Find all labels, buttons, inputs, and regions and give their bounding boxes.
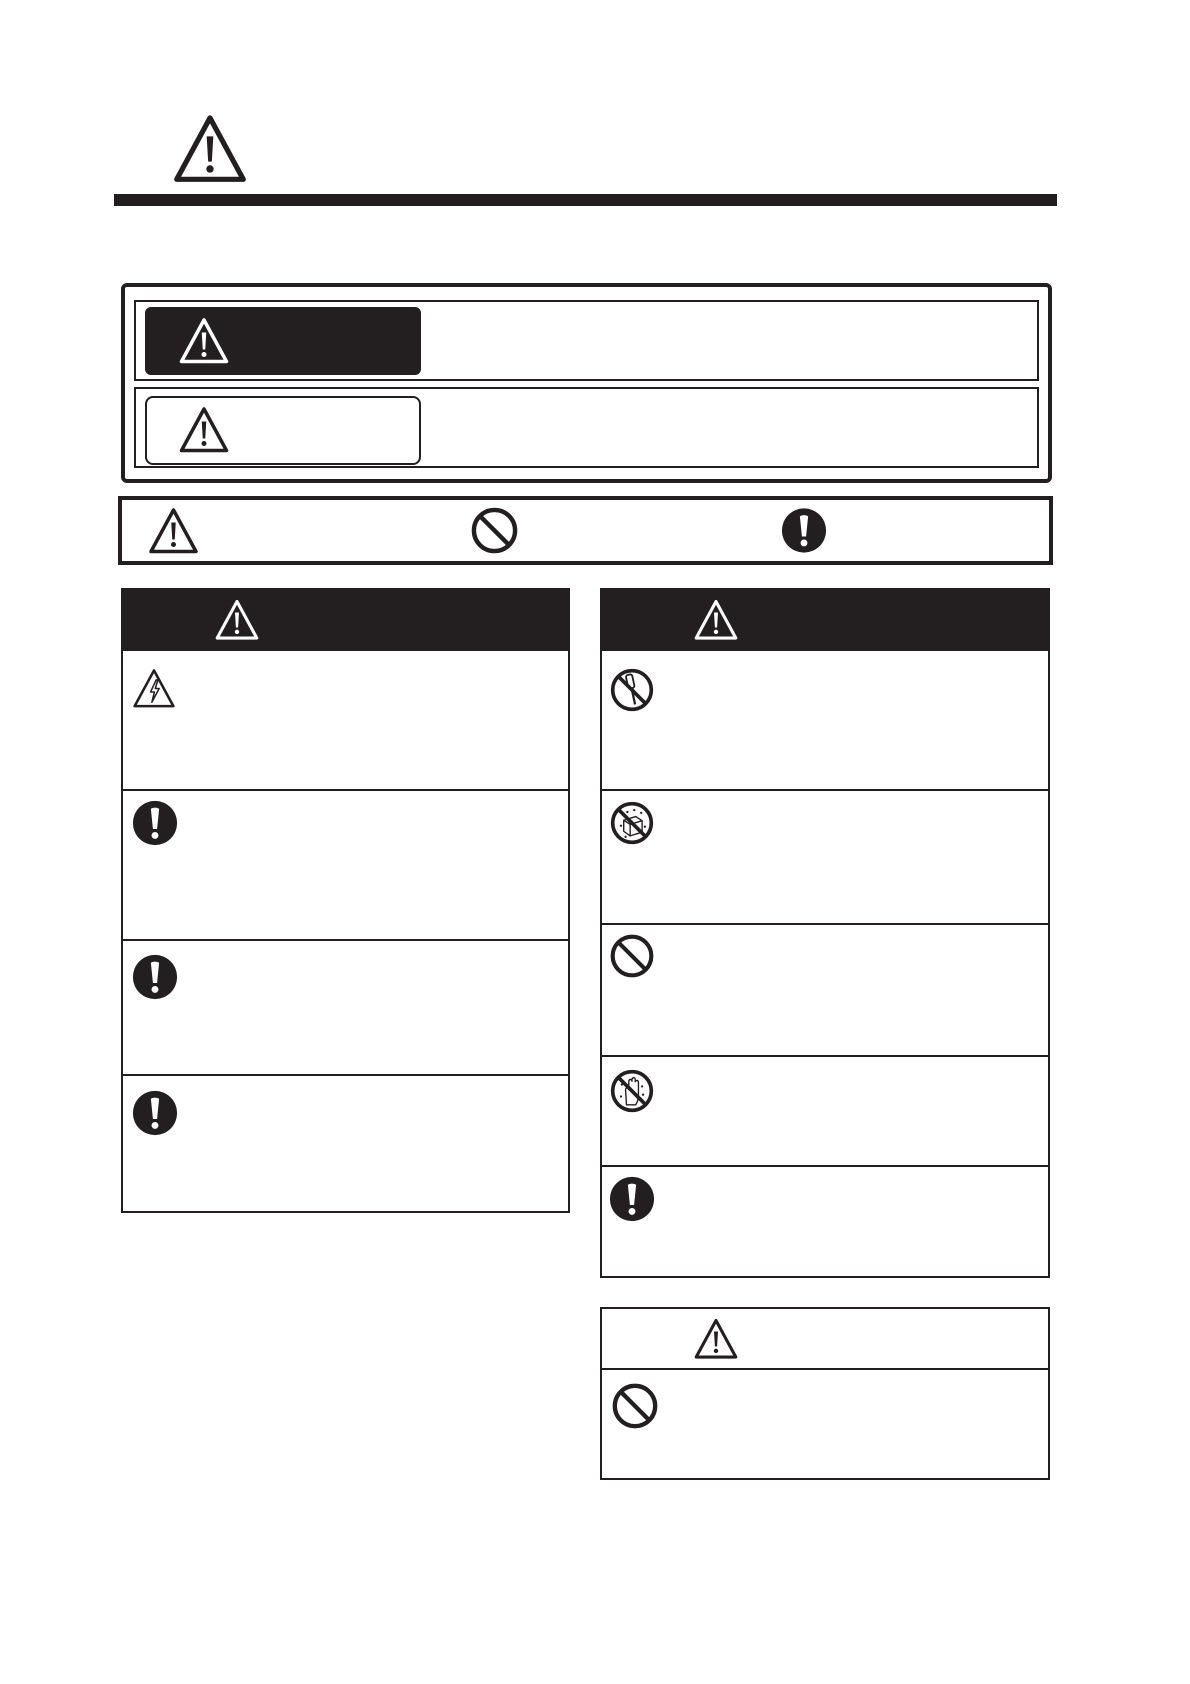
warning-item	[602, 923, 1048, 1055]
warning-panel-header	[602, 590, 1048, 649]
mandatory-icon	[132, 954, 178, 1000]
warning-triangle-icon	[177, 316, 231, 366]
caution-item	[602, 1370, 1048, 1478]
mandatory-icon	[781, 507, 827, 554]
warning-panel-header	[123, 590, 568, 649]
no-water-icon	[609, 800, 655, 846]
warning-triangle-icon	[215, 598, 259, 642]
mandatory-icon	[132, 800, 178, 846]
warning-triangle-icon	[147, 506, 200, 556]
no-wet-hands-icon	[609, 1068, 655, 1114]
warning-item	[602, 789, 1048, 923]
mandatory-icon	[132, 1090, 178, 1136]
mandatory-icon	[609, 1176, 655, 1222]
warning-item	[602, 649, 1048, 789]
caution-panel-header	[602, 1309, 1048, 1370]
warning-triangle-icon	[171, 112, 249, 186]
signal-word-legend	[121, 283, 1052, 483]
signal-word-caution-label	[145, 396, 421, 465]
warning-item	[602, 1055, 1048, 1165]
warning-item	[123, 789, 568, 939]
warning-item	[123, 1074, 568, 1211]
warning-panel-left	[121, 588, 570, 1213]
signal-word-caution-row	[134, 387, 1039, 468]
prohibition-icon	[470, 506, 519, 555]
warning-item	[123, 939, 568, 1074]
warning-panel-right	[600, 588, 1050, 1278]
prohibition-icon	[609, 933, 655, 979]
signal-word-warning-row	[134, 300, 1039, 381]
title-rule	[114, 194, 1057, 206]
symbol-legend	[118, 496, 1053, 565]
prohibition-icon	[611, 1382, 659, 1430]
warning-item	[123, 649, 568, 789]
caution-panel	[600, 1307, 1050, 1480]
warning-triangle-icon	[694, 598, 738, 642]
electric-shock-icon	[132, 667, 176, 710]
no-disassembly-icon	[609, 667, 655, 713]
warning-item	[602, 1165, 1048, 1276]
warning-triangle-icon	[694, 1317, 738, 1361]
warning-triangle-icon	[177, 405, 231, 455]
signal-word-warning-label	[145, 307, 421, 375]
